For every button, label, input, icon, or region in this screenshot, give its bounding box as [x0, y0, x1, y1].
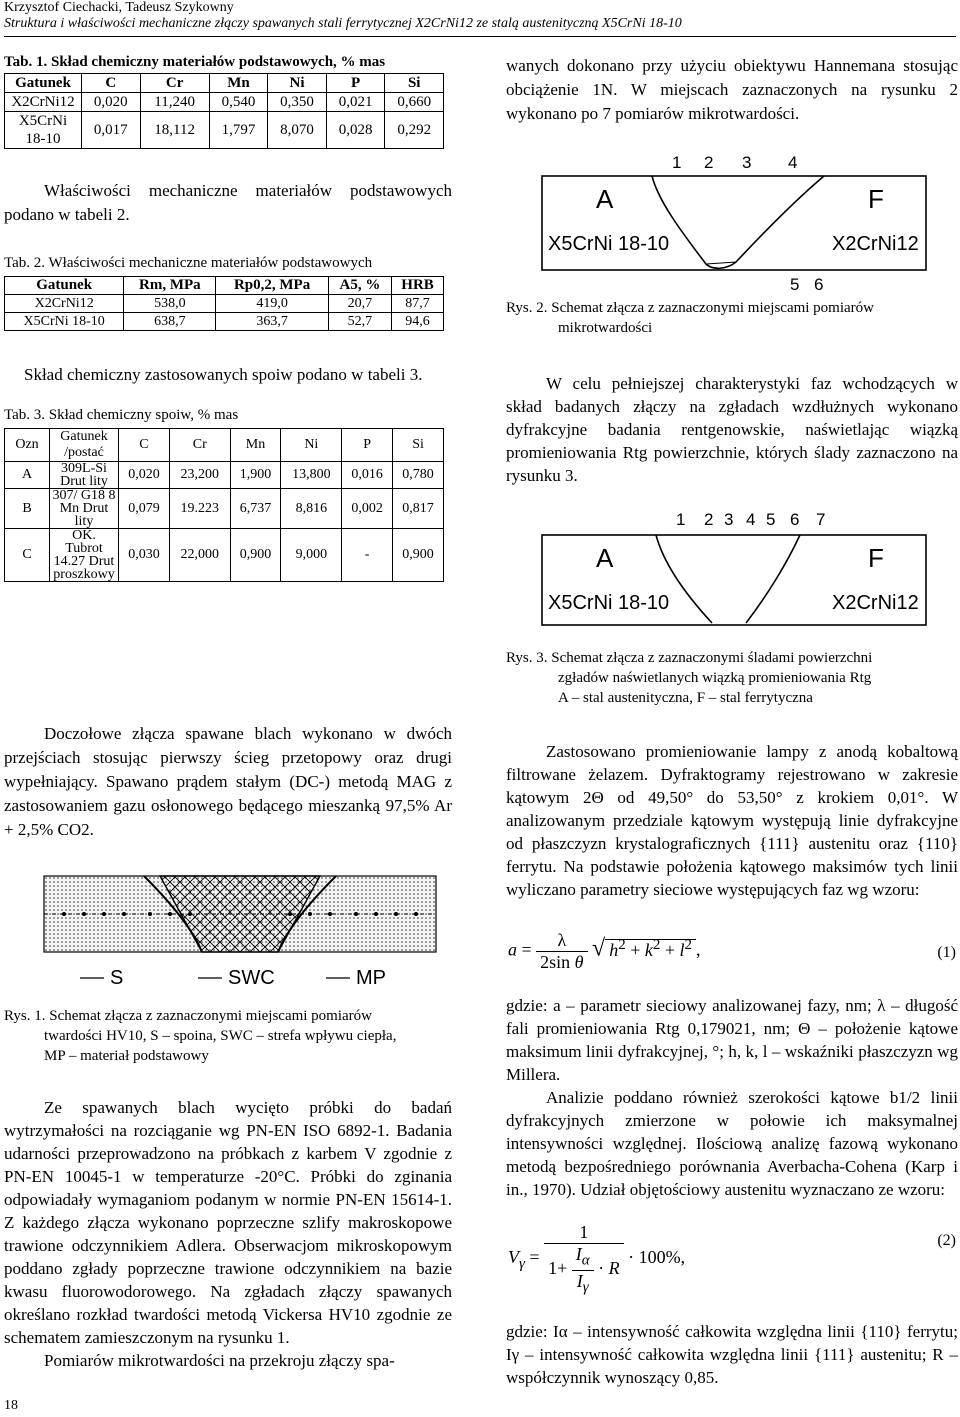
figure-3-joint-schematic [540, 505, 930, 633]
running-header [4, 0, 682, 32]
table-row [5, 112, 444, 149]
tab3-table [4, 428, 444, 582]
header-title: Struktura i właściwości mechaniczne złączy spawanych stali ferrytycznej X2CrNi12 ze stalą austenityczną X5CrNi 18-10 [4, 16, 682, 31]
table-row [5, 529, 444, 582]
tab3-cell: 19.223 [169, 489, 230, 529]
tab1-cell: 0,028 [326, 112, 385, 149]
tab3-h1: Gatunek /postać [50, 429, 119, 462]
left-column [4, 54, 452, 582]
tab2-cell: 94,6 [392, 313, 444, 331]
tab3-header-row [5, 429, 444, 462]
page-number: 18 [4, 1398, 18, 1413]
tab3-cell: 0,079 [119, 489, 170, 529]
header-divider [4, 36, 956, 37]
para-tests: Ze spawanych blach wycięto próbki do badań wytrzymałości na rozciąganie wg PN-EN ISO 6892-1. Badania udarności przeprowadzono na próbkach z karbem V zgodnie z PN-EN 10045-1 w temperaturze -20°C. Próbki do zginania odpowiadały wymaganiom podanym w normie PN-EN 15614-1. Z każdego złącza wykonano poprzeczne szlify makroskopowe trawione odczynnikiem Adlera. Obserwacjom mikroskopowym poddano zgłady poprzeczne trawione odczynnikiem na bazie kwasu fluorowodorowego. Na zgładach złączy spawanych określano rozkład twardości metodą Vickersa HV10 zgodnie ze schematem zamieszczonym na rysunku 1. [4, 1098, 452, 1347]
tab2-cell: X2CrNi12 [5, 295, 124, 313]
fig2-label-f: F [868, 184, 884, 214]
right-column-xray [506, 372, 958, 487]
para-phase-analysis: Analizie poddano również szerokości kątowe b1/2 linii dyfrakcyjnych zmierzone w połowie ich maksymalnej intensywności względnej. Ilościową analizę fazową wykonano metodą bezpośredniego porównania Averbacha-Cohena (Karp i in., 1970). Udział objętościowy austenitu wyznaczano ze wzoru: [506, 1088, 958, 1199]
tab1-cell: 0,017 [82, 112, 141, 149]
tab3-cell: A [5, 462, 50, 489]
tab1-h3: Mn [209, 74, 268, 93]
para-filler-comp: Skład chemiczny zastosowanych spoiw podano w tabeli 3. [24, 365, 423, 384]
tab3-h5: Ni [281, 429, 342, 462]
para-diffraction: Zastosowano promieniowanie lampy z anodą kobaltową filtrowane żelazem. Dyfraktogramy rejestrowano w zakresie kątowym 2Θ od 49,50° do 53,50° z krokiem 0,01°. W analizowanym przedziale kątowym występują linie dyfrakcyjne od płaszczyzn krystalograficznych {111} austenitu oraz {110} ferrytu. Na podstawie położenia kątowego maksimów tych linii wyliczano parametry sieciowe występujących faz wg wzoru: [506, 742, 958, 899]
trace-3: 3 [724, 510, 734, 529]
equation-2: $V_\gamma$ = 1 1+ $\frac{I_\alpha}{I_\gamma}$ · R · 100%, [508, 1222, 686, 1296]
tab1-table [4, 73, 444, 149]
para-microhardness-start: Pomiarów mikrotwardości na przekroju złączy spa- [44, 1351, 395, 1370]
pt-3: 3 [742, 153, 752, 172]
pt-4: 4 [788, 153, 798, 172]
tab3-cell: 0,817 [393, 489, 444, 529]
tab2-cell: 638,7 [124, 313, 216, 331]
tab3-h2: C [119, 429, 170, 462]
tab3-cell: C [5, 529, 50, 582]
tab3-cell: 13,800 [281, 462, 342, 489]
para-eq2-legend: gdzie: Iα – intensywność całkowita względna linii {110} ferrytu; Iγ – intensywność całkowita względna linii {111} austenitu; R – współczynnik wynoszący 0,85. [506, 1322, 958, 1387]
tab3-cell: 0,016 [342, 462, 393, 489]
tab1-cell: X5CrNi 18-10 [5, 112, 82, 149]
figure-2-joint-schematic [540, 150, 930, 295]
tab1-cell: 18,112 [140, 112, 209, 149]
tab3-cell: OK. Tubrot 14.27 Drut proszkowy [50, 529, 119, 582]
tab1-cell: 0,540 [209, 93, 268, 112]
tab1-cell: 0,020 [82, 93, 141, 112]
tab1-h1: C [82, 74, 141, 93]
tab1-h6: Si [385, 74, 444, 93]
tab3-cell: 9,000 [281, 529, 342, 582]
fig2-caption-line-2: mikrotwardości [558, 320, 653, 336]
tab3-cell: 0,780 [393, 462, 444, 489]
header-authors: Krzysztof Ciechacki, Tadeusz Szykowny [4, 0, 234, 15]
equation-1: a = $\frac{\lambda}{\text{2sin θ}}$ √ $h^2 + k^2 + l^2$ , [508, 930, 701, 972]
fig1-caption-line-2: twardości HV10, S – spoina, SWC – strefa wpływu ciepła, [44, 1028, 397, 1044]
tab1-caption: Tab. 1. Skład chemiczny materiałów podstawowych, % mas [4, 54, 386, 70]
pt-1: 1 [672, 153, 682, 172]
trace-6: 6 [790, 510, 800, 529]
tab3-cell: 0,030 [119, 529, 170, 582]
tab3-cell: B [5, 489, 50, 529]
tab2-cell: 52,7 [328, 313, 391, 331]
para-mech-props: Właściwości mechaniczne materiałów podstawowych podano w tabeli 2. [4, 181, 452, 224]
tab3-h6: P [342, 429, 393, 462]
tab1-cell: 8,070 [268, 112, 327, 149]
tab2-cell: 419,0 [216, 295, 328, 313]
tab2-h0: Gatunek [5, 277, 124, 295]
tab2-h1: Rm, MPa [124, 277, 216, 295]
tab3-cell: 0,002 [342, 489, 393, 529]
tab2-h2: Rp0,2, MPa [216, 277, 328, 295]
tab1-h0: Gatunek [5, 74, 82, 93]
right-column-diffraction [506, 740, 958, 901]
tab1-h2: Cr [140, 74, 209, 93]
equation-2-number: (2) [937, 1232, 956, 1249]
tab1-cell: 0,350 [268, 93, 327, 112]
tab3-cell: 309L-Si Drut lity [50, 462, 119, 489]
weld-outline [652, 176, 824, 268]
tab2-cell: 87,7 [392, 295, 444, 313]
fig3-caption-line-2: zgładów naświetlanych wiązką promieniowania Rtg [558, 670, 872, 686]
tab1-cell: 0,292 [385, 112, 444, 149]
tab3-cell: - [342, 529, 393, 582]
fig3-caption-line-3: A – stal austenityczna, F – stal ferrytyczna [558, 690, 813, 706]
trace-1: 1 [676, 510, 686, 529]
fig3-label-a: A [596, 543, 614, 573]
trace-5: 5 [766, 510, 776, 529]
trace-7: 7 [816, 510, 826, 529]
tab3-h3: Cr [169, 429, 230, 462]
tab3-caption: Tab. 3. Skład chemiczny spoiw, % mas [4, 407, 239, 423]
trace-2: 2 [704, 510, 714, 529]
tab3-cell: 1,900 [230, 462, 281, 489]
tab1-cell: 0,660 [385, 93, 444, 112]
tab2-cell: 20,7 [328, 295, 391, 313]
fig2-caption [506, 298, 958, 338]
equation-1-number: (1) [937, 944, 956, 961]
table-row [5, 295, 444, 313]
fig2-material-left: X5CrNi 18-10 [548, 233, 670, 255]
table-row [5, 489, 444, 529]
tab1-cell: 11,240 [140, 93, 209, 112]
right-column-where2 [506, 1320, 958, 1389]
left-column-lower [4, 722, 452, 842]
para-microhardness-cont: wanych dokonano przy użyciu obiektywu Hannemana stosując obciążenie 1N. W miejscach zaznaczonych na rysunku 2 wykonano po 7 pomiarów mikrotwardości. [506, 56, 958, 123]
fig3-caption-line-1: Rys. 3. Schemat złącza z zaznaczonymi śladami powierzchni [506, 650, 873, 666]
tab1-h4: Ni [268, 74, 327, 93]
label-swc: SWC [228, 967, 275, 989]
label-mp: MP [356, 967, 386, 989]
tab3-h0: Ozn [5, 429, 50, 462]
table-row [5, 93, 444, 112]
tab3-h4: Mn [230, 429, 281, 462]
pt-6: 6 [814, 275, 824, 294]
tab3-cell: 8,816 [281, 489, 342, 529]
tab2-cell: X5CrNi 18-10 [5, 313, 124, 331]
pt-2: 2 [704, 153, 714, 172]
left-column-bottom [4, 1096, 452, 1372]
para-welding: Doczołowe złącza spawane blach wykonano w dwóch przejściach stosując pierwszy ścieg przetopowy oraz drugi wypełniający. Spawano prądem stałym (DC-) metodą MAG z zastosowaniem gazu osłonowego będącego mieszanką 97,5% Ar + 2,5% CO2. [4, 724, 452, 839]
tab2-h4: HRB [392, 277, 444, 295]
tab1-h5: P [326, 74, 385, 93]
tab3-h7: Si [393, 429, 444, 462]
right-column-where1 [506, 994, 958, 1201]
pt-5: 5 [790, 275, 800, 294]
para-xray: W celu pełniejszej charakterystyki faz wchodzących w skład badanych złączy na zgładach wzdłużnych wykonano dyfrakcyjne badania rentgenowskie, naświetlając wiązką promieniowania Rtg powierzchnie, których ślady zaznaczono na rysunku 3. [506, 374, 958, 485]
para-eq1-legend: gdzie: a – parametr sieciowy analizowanej fazy, nm; λ – długość fali promieniowania Rtg 0,179021, nm; Θ – położenie kątowe maksimum linii dyfrakcyjnej, °; h, k, l – wskaźniki płaszczyzn wg Millera. [506, 996, 958, 1084]
tab1-cell: X2CrNi12 [5, 93, 82, 112]
figure-1-joint-diagram [40, 872, 440, 990]
tab2-table [4, 276, 444, 331]
trace-4: 4 [746, 510, 756, 529]
tab3-cell: 0,900 [230, 529, 281, 582]
fig1-caption [4, 1006, 452, 1066]
tab3-cell: 307/ G18 8 Mn Drut lity [50, 489, 119, 529]
tab2-cell: 363,7 [216, 313, 328, 331]
fig3-label-f: F [868, 543, 884, 573]
fig3-material-right: X2CrNi12 [832, 592, 919, 614]
fig2-caption-line-1: Rys. 2. Schemat złącza z zaznaczonymi miejscami pomiarów [506, 300, 875, 316]
right-column [506, 54, 958, 126]
tab3-cell: 0,020 [119, 462, 170, 489]
tab1-header-row [5, 74, 444, 93]
fig3-material-left: X5CrNi 18-10 [548, 592, 670, 614]
table-row [5, 313, 444, 331]
tab2-h3: A5, % [328, 277, 391, 295]
fig2-label-a: A [596, 184, 614, 214]
tab3-cell: 6,737 [230, 489, 281, 529]
label-s: S [110, 967, 124, 989]
table-row [5, 462, 444, 489]
tab3-cell: 22,000 [169, 529, 230, 582]
tab3-cell: 0,900 [393, 529, 444, 582]
tab1-cell: 1,797 [209, 112, 268, 149]
tab3-cell: 23,200 [169, 462, 230, 489]
tab2-caption: Tab. 2. Właściwości mechaniczne materiałów podstawowych [4, 255, 373, 271]
fig1-caption-line-3: MP – materiał podstawowy [44, 1048, 209, 1064]
tab2-header-row [5, 277, 444, 295]
weld-outline [656, 535, 800, 623]
fig3-caption [506, 648, 958, 708]
fig1-caption-line-1: Rys. 1. Schemat złącza z zaznaczonymi miejscami pomiarów [4, 1008, 373, 1024]
fig2-material-right: X2CrNi12 [832, 233, 919, 255]
tab1-cell: 0,021 [326, 93, 385, 112]
tab2-cell: 538,0 [124, 295, 216, 313]
